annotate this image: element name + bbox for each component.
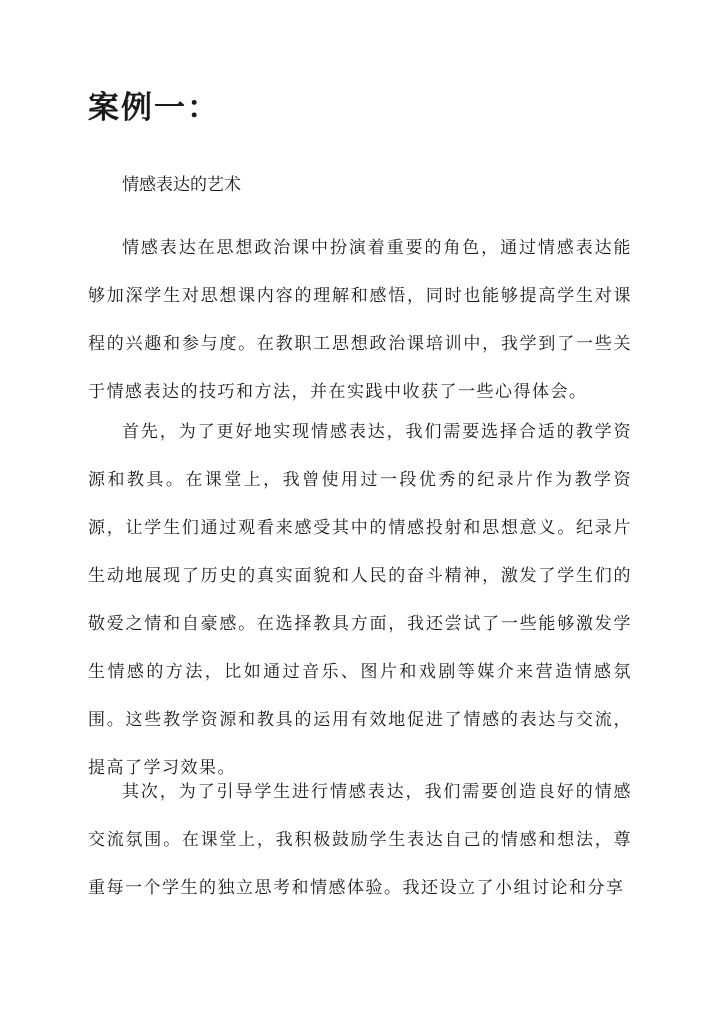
paragraph-3: 其次，为了引导学生进行情感表达，我们需要创造良好的情感交流氛围。在课堂上，我积极鼓励学生表达自己的情感和想法，尊重每一个学生的独立思考和情感体验。我还设立了小组讨论和分享	[88, 782, 632, 898]
paragraph-1: 情感表达在思想政治课中扮演着重要的角色，通过情感表达能够加深学生对思想课内容的理解和感悟，同时也能够提高学生对课程的兴趣和参与度。在教职工思想政治课培训中，我学到了一些关于情感表达的技巧和方法，并在实践中收获了一些心得体会。	[88, 238, 632, 402]
subtitle: 情感表达的艺术	[122, 175, 241, 195]
paragraph-2: 首先，为了更好地实现情感表达，我们需要选择合适的教学资源和教具。在课堂上，我曾使用过一段优秀的纪录片作为教学资源，让学生们通过观看来感受其中的情感投射和思想意义。纪录片生动地展现了历史的真实面貌和人民的奋斗精神，激发了学生们的敬爱之情和自豪感。在选择教具方面，我还尝试了一些能够激发学生情感的方法，比如通过音乐、图片和戏剧等媒介来营造情感氛围。这些教学资源和教具的运用有效地促进了情感的表达与交流，提高了学习效果。	[88, 422, 632, 778]
case-title: 案例一：	[88, 90, 220, 126]
